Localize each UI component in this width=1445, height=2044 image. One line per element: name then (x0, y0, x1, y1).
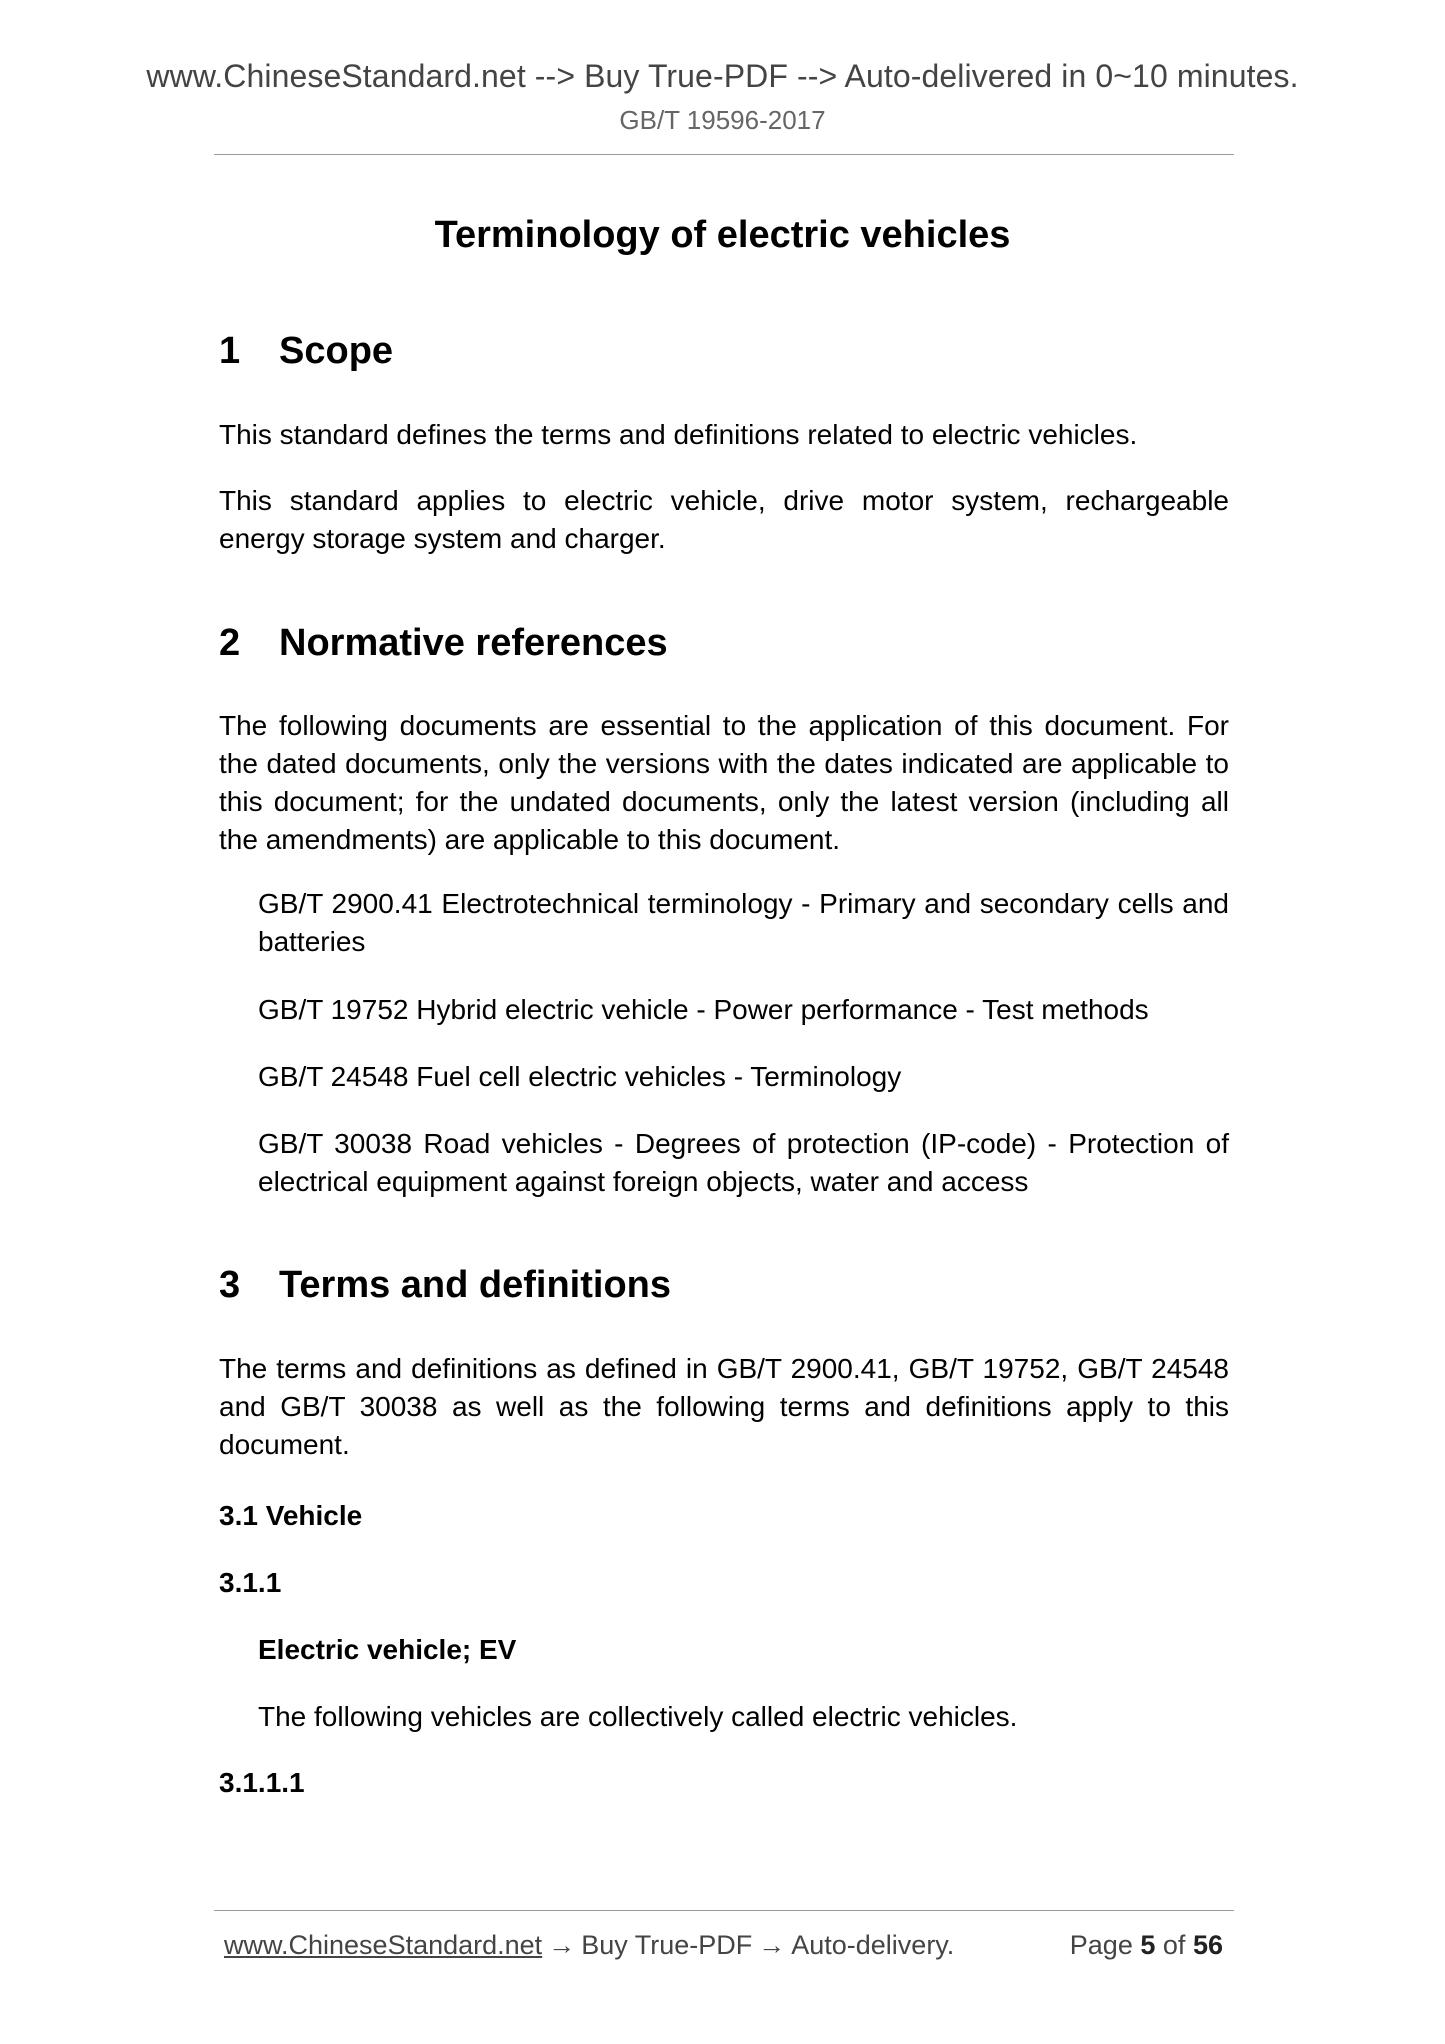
total-pages: 56 (1192, 1930, 1223, 1960)
reference-item: GB/T 30038 Road vehicles - Degrees of protection (IP-code) - Protection of electrical equipment against foreign objects, water and access (258, 1128, 1229, 1197)
term-heading: Electric vehicle; EV (258, 1634, 517, 1665)
footer-auto-text: Auto-delivery. (791, 1930, 955, 1960)
reference-item: GB/T 19752 Hybrid electric vehicle - Power performance - Test methods (258, 994, 1149, 1025)
reference-item: GB/T 2900.41 Electrotechnical terminology - Primary and secondary cells and batteries (258, 888, 1229, 957)
reference-item: GB/T 24548 Fuel cell electric vehicles - Terminology (258, 1061, 902, 1092)
section-heading-normative-references (219, 622, 668, 665)
subsection-heading: 3.1 Vehicle (219, 1500, 363, 1531)
document-title: Terminology of electric vehicles (434, 214, 1011, 256)
section-heading-scope (219, 330, 393, 373)
scope-paragraph-1: This standard defines the terms and definitions related to electric vehicles. (219, 419, 1138, 450)
term-definition: The following vehicles are collectively called electric vehicles. (258, 1701, 1018, 1732)
footer-buy-text: Buy True-PDF (581, 1930, 753, 1960)
page-number: 5 (1140, 1930, 1156, 1960)
clause-number: 3.1.1.1 (219, 1767, 305, 1798)
section-number: 2 (219, 622, 241, 664)
section-heading-terms-and-definitions (219, 1264, 671, 1307)
header-banner-text: www.ChineseStandard.net --> Buy True-PDF --> Auto-delivered in 0~10 minutes. (146, 58, 1299, 94)
arrow-right-icon: → (758, 1930, 786, 1960)
section-title: Scope (279, 330, 394, 372)
clause-number: 3.1.1 (219, 1567, 282, 1598)
page-label: Page (1069, 1930, 1133, 1960)
section-title: Normative references (279, 622, 668, 664)
terms-paragraph: The terms and definitions as defined in GB/T 2900.41, GB/T 19752, GB/T 24548 and GB/T 30038 as well as the following terms and definitions apply to this document. (219, 1353, 1229, 1460)
section-number: 3 (219, 1264, 241, 1306)
of-label: of (1162, 1930, 1186, 1960)
footer-link[interactable]: www.ChineseStandard.net (224, 1930, 543, 1960)
section-number: 1 (219, 330, 241, 372)
header-divider (214, 154, 1234, 155)
section-title: Terms and definitions (279, 1264, 672, 1306)
page-indicator (1070, 1930, 1223, 1961)
scope-paragraph-2: This standard applies to electric vehicle, drive motor system, rechargeable energy storage system and charger. (219, 485, 1229, 554)
footer-divider (214, 1910, 1234, 1911)
arrow-right-icon: → (548, 1930, 576, 1960)
standard-code: GB/T 19596-2017 (619, 105, 826, 135)
footer-promo (224, 1930, 954, 1961)
normative-paragraph: The following documents are essential to the application of this document. For the dated documents, only the versions with the dates indicated are applicable to this document; for the undated documents, only the latest version (including all the amendments) are applicable to this document. (219, 710, 1229, 855)
